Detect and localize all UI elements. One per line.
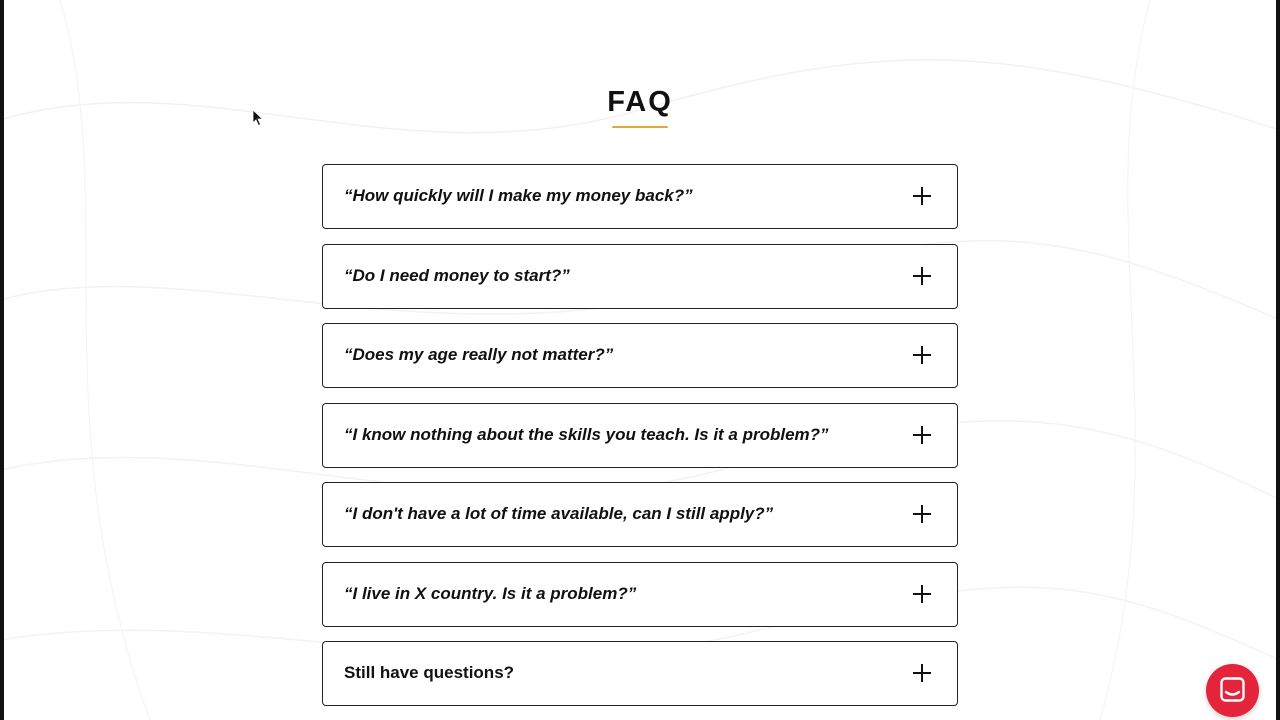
plus-icon[interactable] (913, 664, 931, 682)
chat-launcher-button[interactable] (1206, 664, 1259, 717)
title-underline (612, 126, 668, 128)
mouse-cursor-icon (253, 110, 263, 126)
chat-bubble-icon (1220, 677, 1245, 703)
faq-question: “Does my age really not matter?” (344, 345, 614, 364)
faq-question: “I live in X country. Is it a problem?” (344, 583, 637, 603)
faq-item-skills[interactable] (322, 403, 958, 468)
faq-question: “I know nothing about the skills you teach. Is it a problem?” (344, 424, 829, 444)
faq-title: FAQ (607, 86, 673, 118)
faq-question: Still have questions? (344, 663, 515, 682)
faq-question: “Do I need money to start?” (344, 265, 570, 285)
faq-item-country[interactable] (322, 562, 958, 627)
faq-item-still-questions[interactable] (322, 641, 958, 706)
faq-item-money-back[interactable] (322, 164, 958, 229)
plus-icon[interactable] (913, 426, 931, 444)
faq-list (322, 164, 958, 720)
plus-icon[interactable] (913, 346, 931, 364)
faq-item-money-to-start[interactable] (322, 244, 958, 309)
faq-item-time[interactable] (322, 482, 958, 547)
plus-icon[interactable] (913, 585, 931, 603)
plus-icon[interactable] (913, 187, 931, 205)
faq-item-age[interactable] (322, 323, 958, 388)
plus-icon[interactable] (913, 505, 931, 523)
faq-question: “I don't have a lot of time available, can I still apply?” (344, 504, 774, 523)
faq-question: “How quickly will I make my money back?” (344, 186, 693, 205)
plus-icon[interactable] (913, 267, 931, 285)
